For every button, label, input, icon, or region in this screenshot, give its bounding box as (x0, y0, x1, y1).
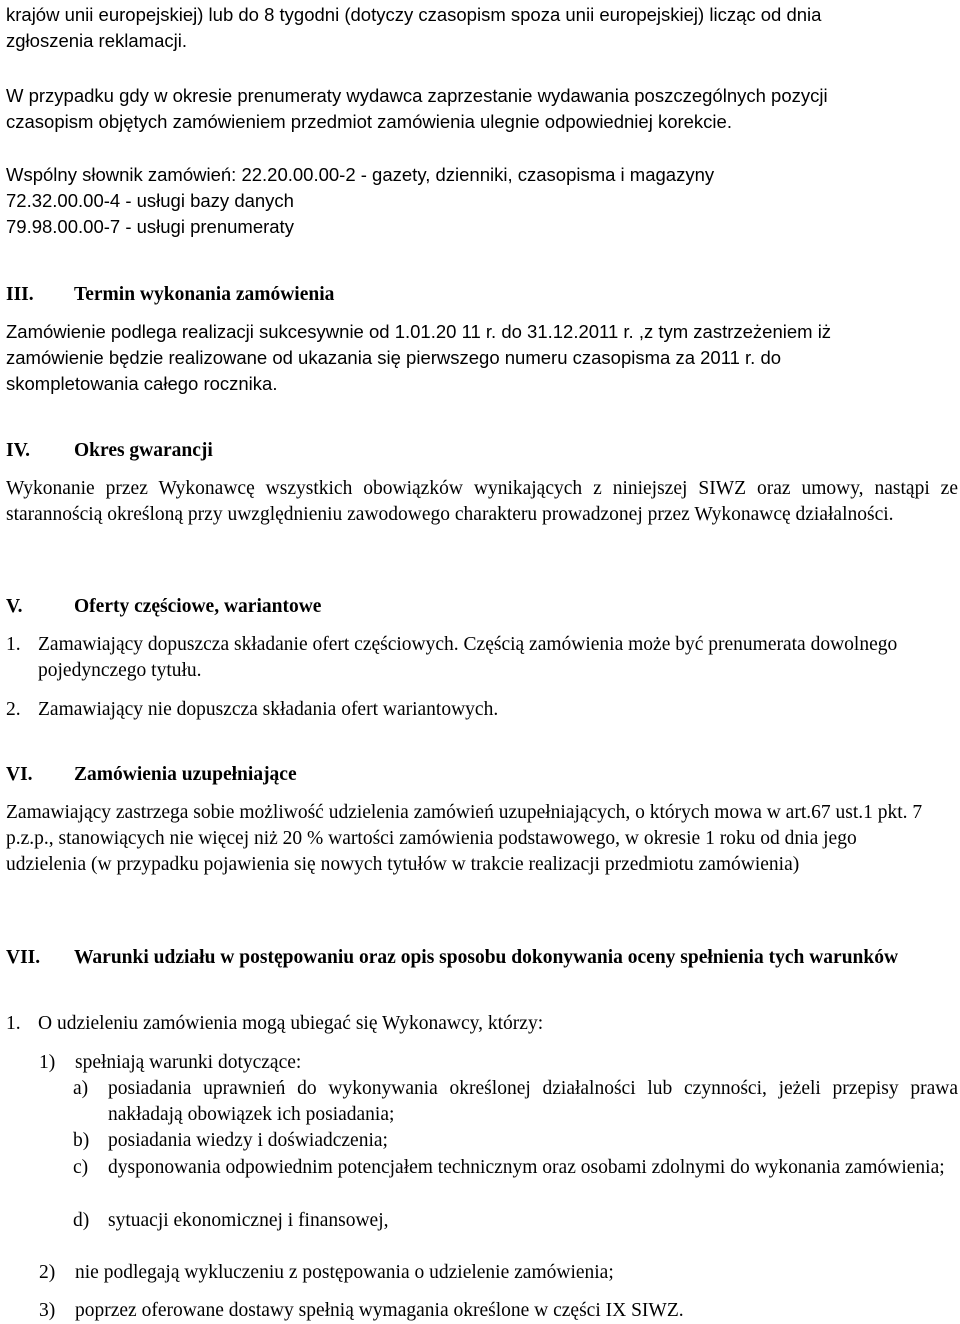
section-iv-body: Wykonanie przez Wykonawcę wszystkich obowiązków wynikających z niniejszej SIWZ oraz umowy, nastąpi ze starannością określoną przy uwzględnieniu zawodowego charakteru prowadzonej przez Wykonawcę działalności. (6, 478, 958, 525)
letter-label: c) (73, 1157, 89, 1178)
section-heading-vii (6, 945, 958, 971)
text-line: skompletowania całego rocznika. (6, 373, 278, 394)
text-line: 79.98.00.00-7 - usługi prenumeraty (6, 216, 294, 237)
letter-text: posiadania wiedzy i doświadczenia; (108, 1130, 388, 1151)
letter-text: dysponowania odpowiednim potencjałem technicznym oraz osobami zdolnymi do wykonania zamówienia; (108, 1157, 945, 1178)
section-number: VI. (6, 764, 33, 785)
correction-paragraph (6, 83, 956, 135)
list-text: spełniają warunki dotyczące: (75, 1052, 302, 1073)
section-title: Okres gwarancji (74, 440, 213, 461)
letter-text: sytuacji ekonomicznej i finansowej, (108, 1210, 389, 1231)
list-number: 1) (39, 1052, 56, 1073)
text-line: Wspólny słownik zamówień: 22.20.00.00-2 - gazety, dzienniki, czasopisma i magazyny (6, 164, 715, 185)
section-number: VII. (6, 947, 41, 968)
letter-label: d) (73, 1210, 90, 1231)
section-title: Oferty częściowe, wariantowe (74, 596, 322, 617)
list-text: Zamawiający dopuszcza składanie ofert częściowych. Częścią zamówienia może być prenumerata dowolnego pojedynczego tytułu. (38, 634, 898, 681)
list-text: poprzez oferowane dostawy spełnią wymagania określone w części IX SIWZ. (75, 1300, 684, 1321)
letter-item (6, 1076, 958, 1128)
list-text: Zamawiający nie dopuszcza składania ofert wariantowych. (38, 699, 499, 720)
letter-item (6, 1208, 958, 1234)
letter-item (6, 1128, 958, 1154)
letter-label: b) (73, 1130, 90, 1151)
letter-label: a) (73, 1078, 89, 1099)
section-heading-vi (6, 762, 956, 788)
sub-list-item (6, 1298, 958, 1324)
section-heading-v (6, 594, 956, 620)
list-text: O udzieleniu zamówienia mogą ubiegać się Wykonawcy, którzy: (38, 1013, 544, 1034)
section-vi-body: Zamawiający zastrzega sobie możliwość udzielenia zamówień uzupełniających, o których mowa w art.67 ust.1 pkt. 7 p.z.p., stanowiących nie więcej niż 20 % wartości zamówienia podstawowego, w okresie 1 roku od dnia jego udzielenia (w przypadku pojawienia się nowych tytułów w trakcie realizacji przedmiotu zamówienia) (6, 802, 923, 875)
intro-paragraph (6, 2, 956, 54)
section-heading-iii (6, 282, 956, 308)
sub-list-item (6, 1050, 958, 1076)
text-line: 72.32.00.00-4 - usługi bazy danych (6, 190, 294, 211)
section-iii-body (6, 319, 956, 397)
letter-item (6, 1155, 958, 1181)
text-line: krajów unii europejskiej) lub do 8 tygodni (dotyczy czasopism spoza unii europejskiej) licząc od dnia (6, 4, 822, 25)
text-line: zgłoszenia reklamacji. (6, 30, 187, 51)
section-number: III. (6, 284, 34, 305)
section-number: V. (6, 596, 23, 617)
list-text: nie podlegają wykluczeniu z postępowania o udzielenie zamówienia; (75, 1262, 614, 1283)
section-title: Zamówienia uzupełniające (74, 764, 297, 785)
section-heading-iv (6, 438, 956, 464)
text-line: zamówienie będzie realizowane od ukazania się pierwszego numeru czasopisma za 2011 r. do (6, 347, 782, 368)
list-number: 1. (6, 1013, 21, 1034)
list-item (6, 1011, 958, 1037)
section-number: IV. (6, 440, 31, 461)
cpv-codes (6, 162, 956, 240)
list-number: 2) (39, 1262, 56, 1283)
list-number: 2. (6, 699, 21, 720)
sub-list-item (6, 1260, 958, 1286)
text-line: czasopism objętych zamówieniem przedmiot zamówienia ulegnie odpowiedniej korekcie. (6, 111, 732, 132)
section-title: Warunki udziału w postępowaniu oraz opis sposobu dokonywania oceny spełnienia tych warunków (74, 947, 899, 968)
list-number: 1. (6, 634, 21, 655)
list-number: 3) (39, 1300, 56, 1321)
text-line: Zamówienie podlega realizacji sukcesywnie od 1.01.20 11 r. do 31.12.2011 r. ,z tym zastrzeżeniem iż (6, 321, 832, 342)
text-line: W przypadku gdy w okresie prenumeraty wydawca zaprzestanie wydawania poszczególnych pozycji (6, 85, 828, 106)
section-title: Termin wykonania zamówienia (74, 284, 335, 305)
letter-text: posiadania uprawnień do wykonywania określonej działalności lub czynności, jeżeli przepisy prawa nakładają obowiązek ich posiadania; (108, 1078, 958, 1125)
list-item (6, 697, 958, 723)
list-item (6, 632, 958, 684)
